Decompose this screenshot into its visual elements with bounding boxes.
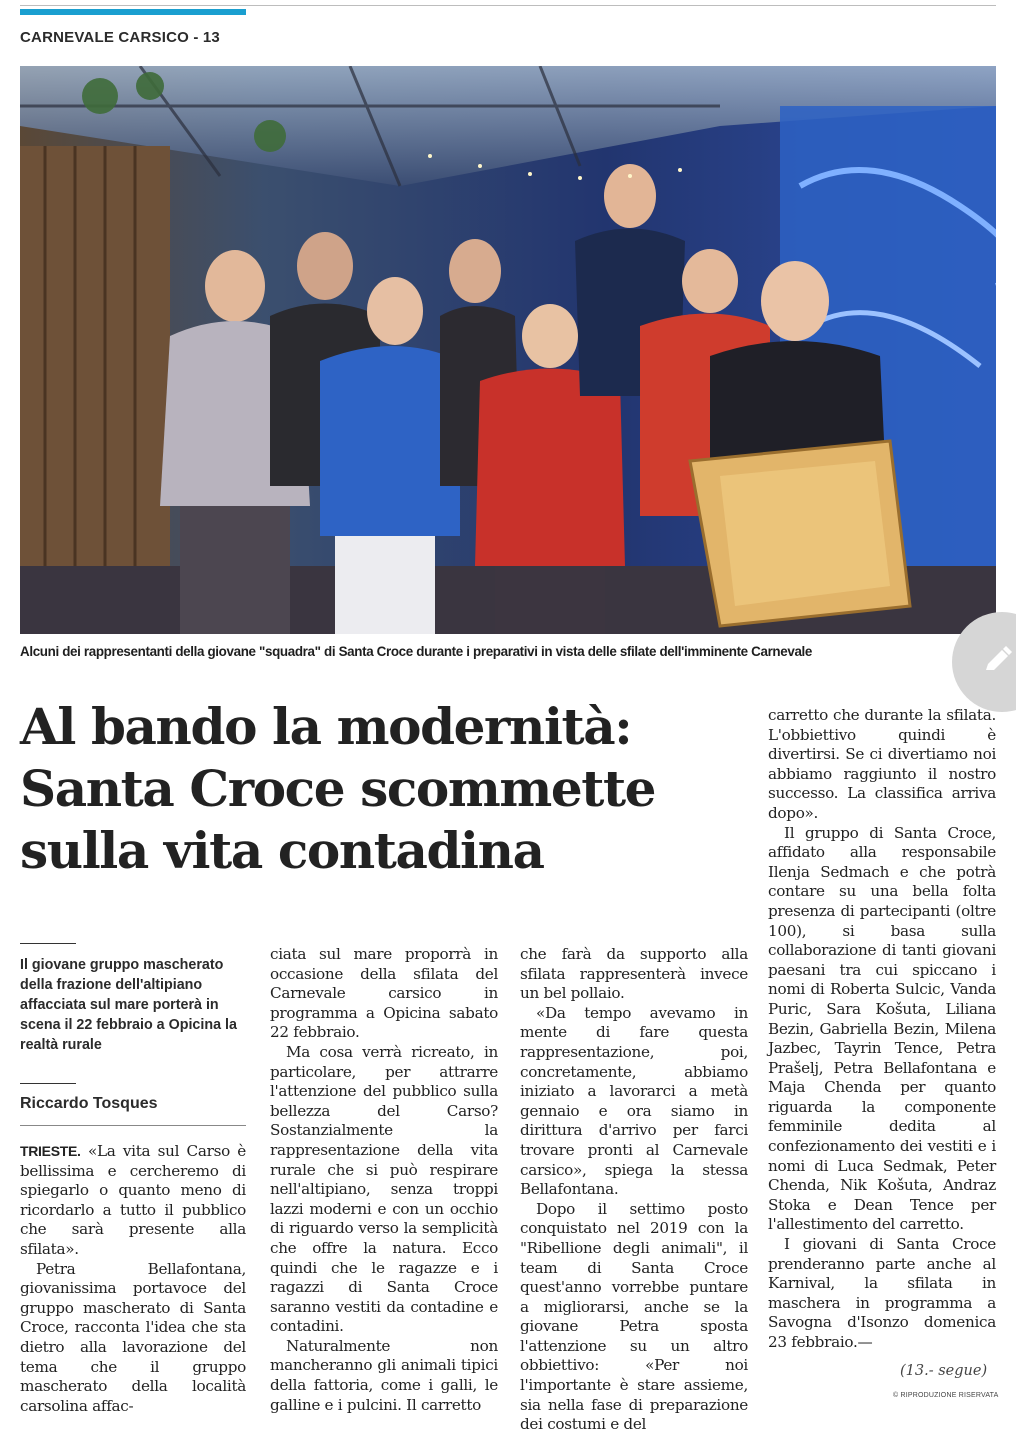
article-column-1 (20, 1142, 246, 1416)
paragraph: Petra Bellafontana, giovanissima portavoce del gruppo mascherato di Santa Croce, racconta l'idea che sta dietro alla lavorazione del tema che il gruppo mascherato della località carsolina affac- (20, 1259, 246, 1415)
article-column-4 (768, 706, 996, 1353)
byline: Riccardo Tosques (20, 1095, 158, 1112)
headline-line-1: Al bando la modernità: (20, 697, 632, 756)
copyright-notice: © RIPRODUZIONE RISERVATA (893, 1392, 999, 1399)
paragraph: ciata sul mare proporrà in occasione della sfilata del Carnevale carsico in programma a Opicina sabato 22 febbraio. (270, 945, 498, 1042)
paragraph: «Da tempo avevamo in mente di fare questa rappresentazione, poi, concretamente, abbiamo iniziato a lavorarci a metà gennaio e ora siamo in dirittura d'arrivo per farci trovare pronti al Carnevale carsico», spiega la stessa Bellafontana. (520, 1003, 748, 1199)
section-label: CARNEVALE CARSICO - 13 (20, 29, 220, 46)
dateline: TRIESTE. (20, 1143, 81, 1159)
paragraph: che farà da supporto alla sfilata rappresenterà invece un bel pollaio. (520, 945, 748, 1003)
photo-caption: Alcuni dei rappresentanti della giovane "squadra" di Santa Croce durante i preparativi in vista delle sfilate dell'imminente Carnevale (20, 644, 813, 659)
byline-under-rule (20, 1125, 246, 1126)
paragraph-text: «La vita sul Carso è bellissima e cercheremo di spiegarlo o quanto meno di ricordarlo a tutto il pubblico che sarà presente alla sfilata». (20, 1142, 246, 1258)
paragraph: carretto che durante la sfilata. L'obbiettivo quindi è divertirsi. Se ci divertiamo noi abbiamo raggiunto il nostro successo. La classifica arriva dopo». (768, 706, 996, 822)
continued-note: (13.- segue) (900, 1363, 988, 1379)
summary-rule (20, 943, 76, 944)
paragraph: I giovani di Santa Croce prenderanno parte anche al Karnival, la sfilata in maschera in programma a Savogna d'Isonzo domenica 23 febbraio.— (768, 1235, 996, 1351)
paragraph: Naturalmente non mancheranno gli animali tipici della fattoria, come i galli, le galline e i pulcini. Il carretto (270, 1336, 498, 1414)
article-summary: Il giovane gruppo mascherato della frazione dell'altipiano affacciata sul mare porterà in scena il 22 febbraio a Opicina la realtà rurale (20, 957, 237, 1053)
paragraph (20, 1142, 246, 1260)
headline (20, 696, 750, 882)
article-photo (20, 66, 996, 634)
section-accent-bar (20, 9, 246, 15)
headline-line-2: Santa Croce scommette (20, 759, 656, 818)
paragraph: Dopo il settimo posto conquistato nel 2019 con la "Ribellione degli animali", il team di Santa Croce quest'anno vorrebbe puntare a migliorarsi, anche se la giovane Petra sposta l'attenzione su un altro obbiettivo: «Per noi l'importante è stare assieme, sia nella fase di preparazione dei costumi e del (520, 1199, 748, 1434)
paragraph: Il gruppo di Santa Croce, affidato alla responsabile Ilenja Sedmach e che potrà contare su una bella folta presenza di partecipanti (oltre 100), si basa sulla collaborazione di tanti giovani paesani tra cui spiccano i nomi di Roberta Sulcic, Vanda Puric, Sara Košuta, Liliana Bezin, Gabriella Bezin, Milena Jazbec, Tayrin Tence, Petra Prašelj, Petra Bellafontana e Maja Chenda per quanto riguarda la componente femminile dedita al confezionamento dei vestiti e i nomi di Luca Sedmak, Peter Chenda, Nik Košuta, Andraz Stoka e Dean Tence per l'allestimento del carretto. (768, 823, 996, 1234)
top-rule (20, 5, 996, 6)
paragraph: Ma cosa verrà ricreato, in particolare, per attrarre l'attenzione del pubblico sulla bellezza del Carso? Sostanzialmente la rappresentazione della vita rurale che si può respirare nell'altipiano, senza troppi lazzi moderni e con un occhio di riguardo verso la semplicità che offre la natura. Ecco quindi che le ragazze e i ragazzi di Santa Croce saranno vestiti da contadine e contadini. (270, 1042, 498, 1336)
article-column-2 (270, 945, 498, 1415)
byline-rule (20, 1083, 76, 1084)
article-column-3 (520, 945, 748, 1435)
pencil-icon (982, 644, 1014, 676)
group-photo-illustration (20, 66, 996, 634)
headline-line-3: sulla vita contadina (20, 821, 544, 880)
